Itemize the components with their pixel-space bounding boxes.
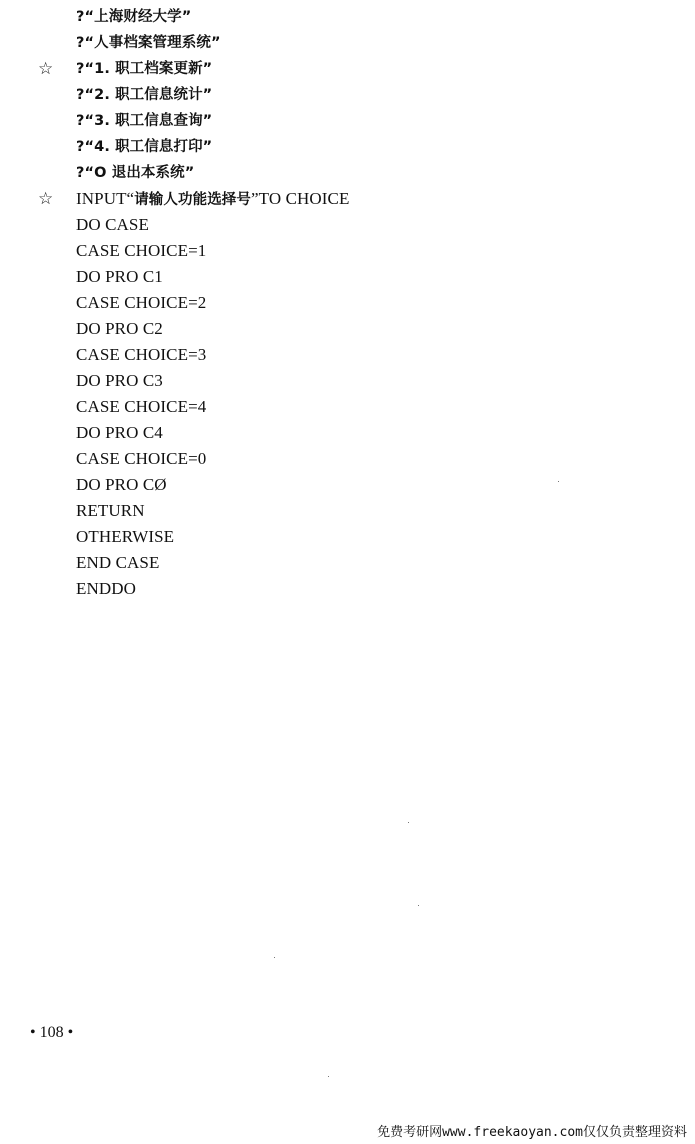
code-line-5: ?“3. 职工信息查询” — [76, 113, 213, 129]
code-line-21: OTHERWISE — [76, 527, 175, 546]
scan-speck — [328, 1076, 329, 1077]
code-line-15: DO PRO C3 — [76, 371, 163, 390]
code-line-1: ?“上海财经大学” — [76, 9, 192, 25]
code-line-7: ?“O 退出本系统” — [76, 165, 195, 181]
code-line-17: DO PRO C4 — [76, 423, 163, 442]
code-line-10: CASE CHOICE=1 — [76, 241, 207, 260]
code-line-4: ?“2. 职工信息统计” — [76, 87, 213, 103]
input-suffix: ”TO CHOICE — [251, 189, 350, 208]
input-prefix: INPUT“ — [76, 189, 135, 208]
code-line-9: DO CASE — [76, 215, 149, 234]
code-line-16: CASE CHOICE=4 — [76, 397, 207, 416]
code-line-3: ?“1. 职工档案更新” — [76, 61, 213, 77]
scan-speck — [408, 822, 409, 823]
star-marker-1: ☆ — [38, 59, 54, 79]
scan-speck — [274, 957, 275, 958]
code-line-14: CASE CHOICE=3 — [76, 345, 207, 364]
code-line-2: ?“人事档案管理系统” — [76, 35, 221, 51]
code-line-23: ENDDO — [76, 579, 136, 598]
code-line-20: RETURN — [76, 501, 145, 520]
code-line-18: CASE CHOICE=0 — [76, 449, 207, 468]
code-line-8 — [76, 188, 349, 211]
code-line-22: END CASE — [76, 553, 160, 572]
code-line-6: ?“4. 职工信息打印” — [76, 139, 213, 155]
footer-watermark: 免费考研网www.freekaoyan.com仅仅负责整理资料 — [377, 1125, 687, 1140]
page-number: • 108 • — [30, 1024, 74, 1041]
code-line-12: CASE CHOICE=2 — [76, 293, 207, 312]
code-line-13: DO PRO C2 — [76, 319, 163, 338]
scan-speck — [558, 481, 559, 482]
star-marker-2: ☆ — [38, 189, 54, 209]
scan-speck — [418, 905, 419, 906]
input-prompt: 请输人功能选择号 — [134, 192, 252, 208]
code-line-19: DO PRO CØ — [76, 475, 167, 494]
code-line-11: DO PRO C1 — [76, 267, 163, 286]
